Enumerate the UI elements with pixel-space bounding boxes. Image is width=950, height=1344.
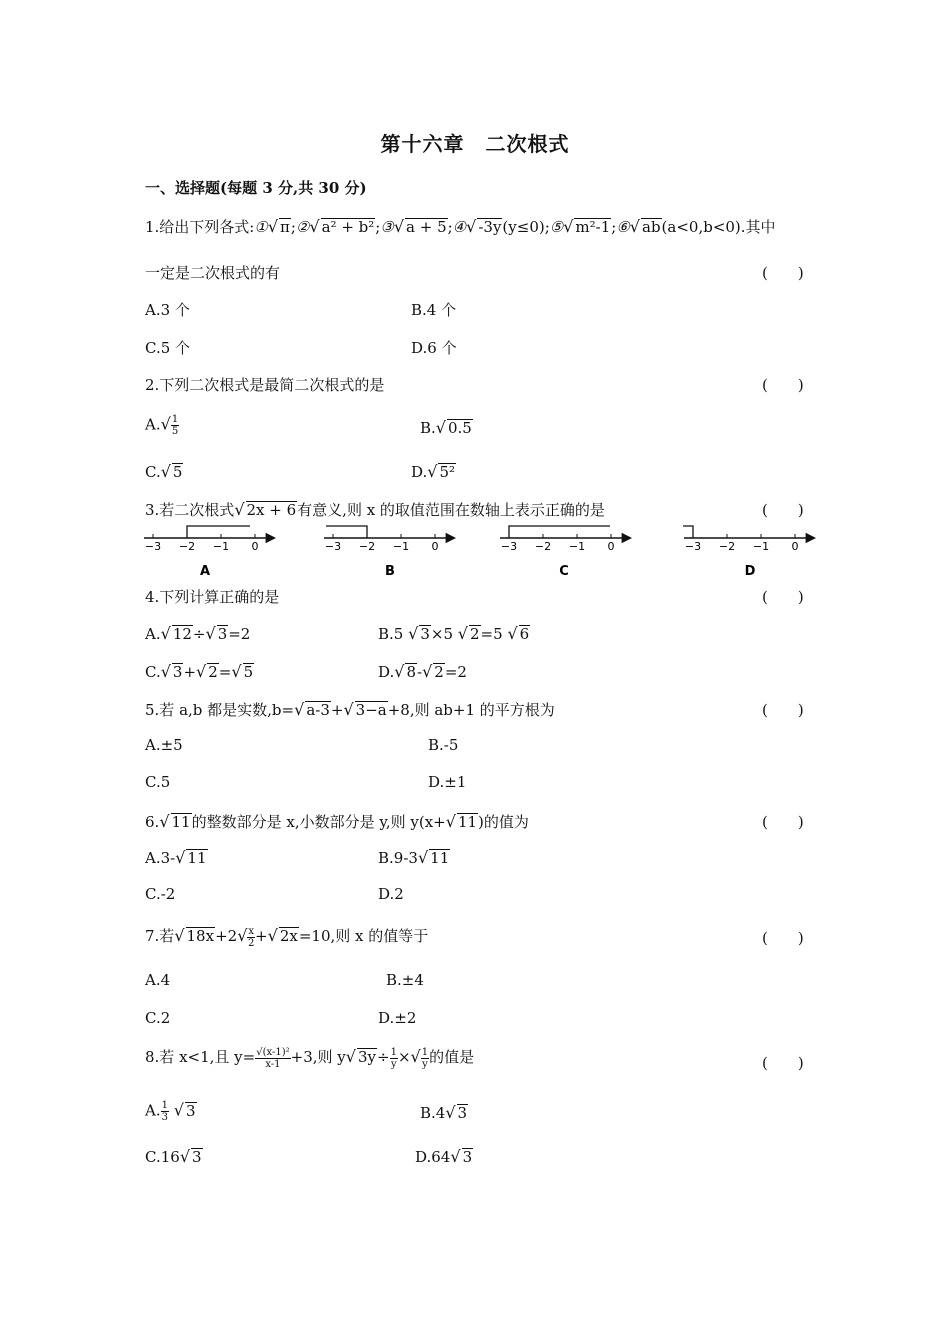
q8-option-b: B.4√ 3 (420, 1103, 468, 1122)
q7-f-den: 2 (248, 937, 255, 949)
q8-b-prefix: B.4 (420, 1104, 446, 1122)
q6-option-b: B.9-3√ 11 (378, 848, 450, 867)
q4-a-rad-2: 3 (217, 625, 228, 643)
q1-num-6: ⑥ (616, 218, 630, 236)
q7-option-a: A.4 (145, 971, 171, 989)
q6-option-d: D.2 (378, 885, 404, 903)
tick-b-3: −1 (392, 540, 410, 553)
question-3: 3.若二次根式√ 2x + 6有意义,则 x 的取值范围在数轴上表示正确的是 (145, 500, 605, 519)
q8-c-rad: 3 (192, 1148, 202, 1166)
q7-prefix: 7.若 (145, 927, 175, 945)
q6-prefix: 6. (145, 813, 160, 831)
q7-mid-2: + (255, 927, 268, 945)
q6-a-prefix: A.3- (145, 849, 176, 867)
q5-rad-1: a-3 (306, 701, 330, 719)
tick-a-1: −3 (144, 540, 162, 553)
q8-f2-num: 1 (390, 1046, 397, 1058)
question-8: 8.若 x<1,且 y= $\frac{\text{√(x-1)²}}{x-1}$ +3,则 y√ 3y÷ $\frac{1}{y}$ ×√ $\frac{1}{y}$ 的值是 (145, 1046, 475, 1070)
q2-a-num: 1 (171, 414, 179, 425)
q3-prefix: 3.若二次根式 (145, 501, 235, 519)
q4-b-eq: =5 (480, 625, 503, 643)
q3-suffix: 有意义,则 x 的取值范围在数轴上表示正确的是 (297, 501, 605, 519)
q8-mid: +3,则 y (290, 1048, 346, 1066)
answer-blank-3: ( ) (762, 501, 804, 519)
q4-d-rad-2: 2 (434, 663, 444, 681)
q1-radicand-2: a² + b² (321, 218, 375, 236)
q4-b-rad-2: 2 (469, 625, 480, 643)
answer-blank-8: ( ) (762, 1054, 804, 1072)
q2-c-prefix: C. (145, 463, 161, 481)
q1-lead: 1.给出下列各式: (145, 218, 255, 236)
tick-b-1: −3 (324, 540, 342, 553)
q5-option-b: B.-5 (428, 736, 459, 754)
q1-cond-6: (a<0,b<0).其中 (661, 218, 776, 236)
tick-d-3: −1 (752, 540, 770, 553)
tick-b-4: 0 (431, 540, 439, 553)
q1-radicand-5: m²-1 (575, 218, 611, 236)
q8-prefix: 8.若 x<1,且 y= (145, 1048, 256, 1066)
label-d: D (744, 564, 756, 579)
q6-rad-1: 11 (171, 813, 191, 831)
q5-op: + (330, 701, 344, 719)
q4-d-rad-1: 8 (406, 663, 417, 681)
tick-a-4: 0 (251, 540, 259, 553)
q4-d-prefix: D. (378, 663, 395, 681)
q4-option-c: C.√ 3+√ 2=√ 5 (145, 662, 254, 681)
q8-d-prefix: D.64 (415, 1148, 451, 1166)
q8-fraction-1: $\frac{\text{√(x-1)²}}{x-1}$ (256, 1046, 290, 1070)
question-1: 1.给出下列各式:①√ π;②√ a² + b²;③√ a + 5;④√ -3y(y≤0);⑤√ m²-1;⑥√ ab(a<0,b<0).其中 (145, 217, 776, 236)
q6-b-rad: 11 (430, 849, 450, 867)
tick-d-4: 0 (791, 540, 799, 553)
q8-a-prefix: A. (145, 1101, 161, 1120)
q1-radicand-4: -3y (478, 218, 502, 236)
number-line-b (324, 526, 454, 579)
q6-a-rad: 11 (187, 849, 207, 867)
answer-blank-7: ( ) (762, 929, 804, 947)
q1-option-b: B.4 个 (411, 301, 457, 319)
q8-fraction-2 (390, 1047, 398, 1070)
q4-a-result: =2 (228, 625, 251, 643)
q2-d-radicand: 5² (439, 463, 456, 481)
q2-option-a: A.√ $\frac{1}{5}$ (145, 414, 179, 437)
range-a (187, 526, 250, 538)
label-a: A (199, 564, 211, 579)
tick-d-1: −3 (684, 540, 702, 553)
q7-rad-2: 2x (279, 927, 298, 945)
question-2: 2.下列二次根式是最简二次根式的是 (145, 376, 385, 394)
q1-option-d: D.6 个 (411, 339, 457, 357)
answer-blank-5: ( ) (762, 701, 804, 719)
q1-radicand-3: a + 5 (406, 218, 447, 236)
q4-c-rad-2: 2 (208, 663, 218, 681)
q8-option-c: C.16√ 3 (145, 1147, 202, 1166)
q8-f3-den: y (422, 1058, 428, 1070)
q8-c-prefix: C.16 (145, 1148, 180, 1166)
q1-num-4: ④ (452, 218, 467, 236)
q2-option-b: B.√ 0.5 (420, 418, 472, 437)
q8-option-d: D.64√ 3 (415, 1147, 473, 1166)
q8-f-den: x-1 (265, 1058, 281, 1070)
q5-suffix: +8,则 ab+1 的平方根为 (387, 701, 555, 719)
q2-a-den: 5 (171, 426, 179, 437)
q7-suffix: =10,则 x 的值等于 (298, 927, 429, 945)
q5-option-a: A.±5 (145, 736, 183, 754)
tick-c-1: −3 (500, 540, 518, 553)
q4-a-rad-1: 12 (172, 625, 192, 643)
q5-prefix: 5.若 a,b 都是实数,b= (145, 701, 295, 719)
q4-c-prefix: C. (145, 663, 161, 681)
q4-option-d: D.√ 8-√ 2=2 (378, 662, 467, 681)
number-line-options (140, 518, 820, 582)
q8-f2-den: y (390, 1058, 397, 1070)
q8-a-rad: 3 (185, 1101, 196, 1120)
number-line-a (144, 526, 274, 579)
label-b: B (385, 564, 395, 579)
q5-option-d: D.±1 (428, 773, 467, 791)
q1-option-c: C.5 个 (145, 339, 191, 357)
q3-radicand: 2x + 6 (246, 501, 297, 519)
q6-option-a: A.3-√ 11 (145, 848, 207, 867)
q4-c-rad-1: 3 (172, 663, 183, 681)
q1-radicand-6: ab (642, 218, 661, 236)
range-c (509, 526, 610, 538)
q2-c-radicand: 5 (172, 463, 183, 481)
section-heading: 一、选择题(每题 3 分,共 30 分) (145, 179, 367, 197)
tick-c-2: −2 (534, 540, 552, 553)
q7-option-d: D.±2 (378, 1009, 417, 1027)
q5-rad-2: 3−a (355, 701, 387, 719)
q1-option-a: A.3 个 (145, 301, 190, 319)
q8-b-rad: 3 (457, 1104, 468, 1122)
q4-b-op: ×5 (430, 625, 453, 643)
q4-b-rad-1: 3 (420, 625, 430, 643)
q4-a-op: ÷ (192, 625, 206, 643)
q8-a-num: 1 (161, 1100, 168, 1111)
q4-b-prefix: B.5 (378, 625, 404, 643)
q5-option-c: C.5 (145, 773, 171, 791)
q1-num-1: ① (254, 218, 268, 236)
question-5: 5.若 a,b 都是实数,b=√ a-3+√ 3−a+8,则 ab+1 的平方根为 (145, 700, 555, 719)
q8-times: × (397, 1048, 411, 1066)
q7-f-num: x (248, 925, 255, 937)
q2-a-fraction (171, 414, 179, 437)
tick-c-3: −1 (568, 540, 586, 553)
q8-div: ÷ (377, 1048, 390, 1066)
q8-f3-num: 1 (421, 1046, 429, 1058)
q1-cond-4: (y≤0); (502, 218, 550, 236)
question-4: 4.下列计算正确的是 (145, 588, 280, 606)
q8-rad-1: 3y (357, 1048, 376, 1066)
question-6: 6.√ 11的整数部分是 x,小数部分是 y,则 y(x+√ 11)的值为 (145, 812, 529, 831)
page-title: 第十六章 二次根式 (380, 132, 570, 156)
q1-num-3: ③ (380, 218, 394, 236)
tick-d-2: −2 (718, 540, 736, 553)
q8-a-fraction (161, 1100, 169, 1123)
q4-d-op: - (417, 663, 423, 681)
q2-a-prefix: A. (145, 415, 161, 434)
q7-mid-1: +2 (215, 927, 238, 945)
tick-c-4: 0 (607, 540, 615, 553)
q4-c-eq: = (218, 663, 232, 681)
q7-fraction (247, 926, 255, 949)
label-c: C (559, 564, 569, 579)
q1-num-5: ⑤ (549, 218, 564, 236)
q8-f-num: (x-1)² (262, 1046, 290, 1058)
q7-option-b: B.±4 (386, 971, 424, 989)
answer-blank-6: ( ) (762, 813, 804, 831)
tick-b-2: −2 (358, 540, 376, 553)
q4-c-op: + (183, 663, 197, 681)
q7-rad-1: 18x (186, 927, 215, 945)
q4-d-result: =2 (444, 663, 467, 681)
number-line-d (683, 526, 814, 579)
q6-suffix: )的值为 (478, 813, 529, 831)
q2-b-radicand: 0.5 (448, 419, 472, 437)
q2-d-prefix: D. (411, 463, 428, 481)
tick-a-3: −1 (212, 540, 230, 553)
question-7: 7.若√ 18x+2√ $\frac{x}{2}$ +√ 2x=10,则 x 的值等于 (145, 925, 429, 949)
q2-option-d: D.√ 5² (411, 462, 456, 481)
q8-suffix: 的值是 (429, 1048, 475, 1066)
q7-option-c: C.2 (145, 1009, 171, 1027)
answer-blank-1: ( ) (762, 264, 804, 282)
answer-blank-2: ( ) (762, 376, 804, 394)
q2-option-c: C.√ 5 (145, 462, 183, 481)
q4-a-prefix: A. (145, 625, 161, 643)
q8-fraction-3 (421, 1047, 429, 1070)
answer-blank-4: ( ) (762, 588, 804, 606)
q6-mid: 的整数部分是 x,小数部分是 y,则 y(x+ (191, 813, 446, 831)
number-line-c (500, 526, 630, 579)
q1-radicand-1: π (280, 218, 290, 236)
q6-b-prefix: B.9-3 (378, 849, 418, 867)
q4-option-b: B.5 √ 3×5 √ 2=5 √ 6 (378, 624, 530, 643)
q4-option-a: A.√ 12÷√ 3=2 (145, 624, 251, 643)
range-d (683, 526, 693, 538)
q8-d-rad: 3 (462, 1148, 473, 1166)
q2-b-prefix: B. (420, 419, 436, 437)
range-b (326, 526, 367, 538)
q4-c-rad-3: 5 (243, 663, 254, 681)
q8-option-a: A. $\frac{1}{3}$ √ 3 (145, 1100, 196, 1123)
q4-b-rad-3: 6 (519, 625, 530, 643)
q6-rad-2: 11 (457, 813, 478, 831)
q8-a-den: 3 (161, 1112, 168, 1123)
q1-line-2: 一定是二次根式的有 (145, 264, 281, 282)
q1-num-2: ② (295, 218, 310, 236)
tick-a-2: −2 (178, 540, 196, 553)
q6-option-c: C.-2 (145, 885, 176, 903)
